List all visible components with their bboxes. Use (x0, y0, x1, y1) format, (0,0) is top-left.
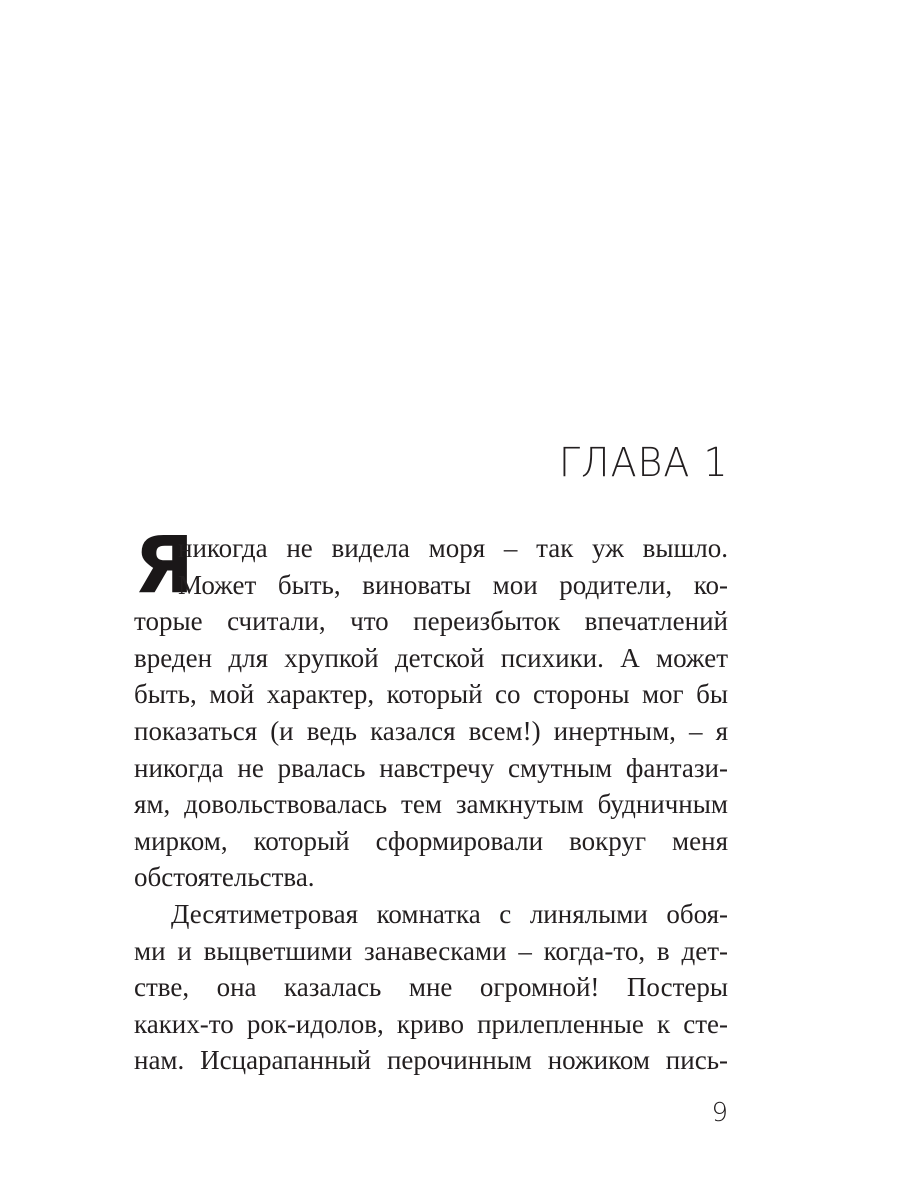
text-line: ми и выцветшими занавесками – когда-то, в дет- (134, 935, 728, 966)
text-line: Может быть, виноваты мои родители, ко- (178, 569, 728, 600)
chapter-title: ГЛАВА 1 (558, 440, 728, 486)
body-text (134, 521, 728, 1079)
text-line: нам. Исцарапанный перочинным ножиком пись- (134, 1045, 728, 1076)
text-line: торые считали, что переизбыток впечатлений (134, 606, 728, 637)
text-line: никогда не видела моря – так уж вышло. (178, 533, 728, 563)
text-line: стве, она казалась мне огромной! Постеры (134, 972, 728, 1003)
text-line: показаться (и ведь казался всем!) инертным, – я (134, 715, 728, 746)
drop-cap: Я (134, 521, 195, 611)
text-line: ям, довольствовалась тем замкнутым будничным (134, 789, 728, 820)
page-number: 9 (711, 1098, 728, 1128)
text-line: каких-то рок-идолов, криво прилепленные к сте- (134, 1008, 728, 1039)
text-line: вреден для хрупкой детской психики. А может (134, 642, 728, 673)
text-line: никогда не рвалась навстречу смутным фантази- (134, 752, 728, 783)
text-line: быть, мой характер, который со стороны мог бы (134, 679, 728, 710)
text-line: мирком, который сформировали вокруг меня (134, 825, 728, 856)
text-line: Десятиметровая комнатка с линялыми обоя- (171, 898, 728, 929)
text-line: обстоятельства. (134, 862, 315, 893)
